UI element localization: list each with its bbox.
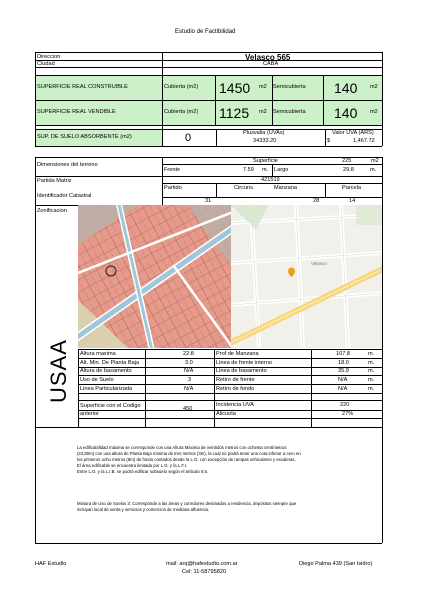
- uva-value: 1,467.72: [353, 138, 375, 144]
- zonificacion-label: Zonificacion: [37, 208, 67, 214]
- partido-label: Partido: [164, 185, 182, 191]
- direccion-value: Velasco 565: [245, 53, 291, 62]
- codigo-anterior-label-2: anterior: [80, 411, 99, 417]
- param-retiro-frente-unit: m.: [368, 377, 375, 383]
- incidencia-value: 220: [340, 402, 350, 408]
- codigo-anterior-value: 450: [183, 406, 193, 412]
- param-altura-basamento-value: N/A: [184, 368, 194, 374]
- param-prof-manzana-label: Prof de Manzana: [216, 351, 259, 357]
- ciudad-label: Ciudad: [37, 61, 55, 67]
- param-linea-basamento-label: Linea de basamento: [216, 368, 267, 374]
- alicuota-value: 27%: [342, 411, 354, 417]
- param-frente-interno-unit: m.: [368, 360, 375, 366]
- uva-currency: $: [327, 138, 331, 144]
- param-uso-suelo-value: 3: [188, 377, 192, 383]
- frente-value: 7.59: [243, 167, 254, 173]
- note-1-line-1: La edificabilidad máxima se corresponde con una Altura Máxima de veintidós metros con ochenta centímetros: [77, 445, 287, 450]
- vendible-semicubierta-value: 140: [334, 105, 358, 121]
- partida-value: 421519: [261, 177, 280, 183]
- parcela-label: Parcela: [342, 185, 361, 191]
- plusvalia-value: 34333.20: [253, 138, 277, 144]
- zoning-map-graphic: [78, 205, 231, 348]
- frente-unit: m.: [262, 167, 269, 173]
- suelo-label: SUP. DE SUELO ABSORBENTE (m2): [37, 134, 132, 140]
- manzana-value: 28: [313, 198, 320, 204]
- param-frente-interno-label: Linea de frente interno: [216, 360, 272, 366]
- construible-semicubierta-value: 140: [334, 80, 358, 96]
- param-linea-basamento-value: 35.9: [338, 368, 349, 374]
- largo-value: 29.8: [343, 167, 354, 173]
- vendible-label: SUPERFICIE REAL VENDIBLE: [37, 109, 116, 115]
- frente-label: Frente: [164, 167, 181, 173]
- construible-cubierta-label: Cubierta (m2): [164, 84, 199, 90]
- param-linea-basamento-unit: m.: [368, 368, 375, 374]
- note-2-line-1: Mixtura de Uso de Suelos 3: Corresponde a las áreas y corredores destinados a residencia, depósitos siempre que: [77, 501, 297, 506]
- param-altura-maxima-value: 22.8: [183, 351, 194, 357]
- param-retiro-fondo-unit: m.: [368, 386, 375, 392]
- param-frente-interno-value: 18.0: [338, 360, 349, 366]
- incidencia-label: Incidencia UVA: [216, 402, 254, 408]
- param-retiro-frente-value: N/A: [338, 377, 348, 383]
- parcela-value: 14: [349, 198, 356, 204]
- map-street-label: Velasco: [311, 261, 327, 266]
- param-retiro-fondo-label: Retiro de fondo: [216, 386, 255, 392]
- superficie-value: 225: [342, 158, 352, 164]
- vendible-cubierta-value: 1125: [219, 105, 250, 121]
- street-map: [231, 205, 382, 348]
- param-prof-manzana-value: 107.8: [336, 351, 350, 357]
- zoning-map: [78, 205, 231, 348]
- note-1-line-5: Entre L.O. y la L.I.B. se podrá edificar subsuelo según el artículo 6.6.: [77, 469, 209, 474]
- construible-semicubierta-label: Semicubierta: [273, 84, 306, 90]
- alicuota-label: Alicuota: [216, 411, 236, 417]
- note-1-line-4: El área edificable se encuentra limitada por L.O. y la L.F.I.: [77, 463, 188, 468]
- param-linea-particularizada-value: N/A: [184, 386, 194, 392]
- vendible-semicubierta-unit: m2: [370, 109, 378, 115]
- circuns-label: Circuns.: [234, 185, 255, 191]
- param-retiro-frente-label: Retiro de frente: [216, 377, 255, 383]
- param-retiro-fondo-value: N/A: [338, 386, 348, 392]
- superficie-unit: m2: [371, 158, 379, 164]
- manzana-label: Manzana: [274, 185, 298, 191]
- direccion-label: Direccion: [37, 54, 61, 60]
- vendible-cubierta-label: Cubierta (m2): [164, 109, 199, 115]
- suelo-value: 0: [185, 132, 192, 144]
- note-1-line-2: (22,80m) con una altura de Planta Baja mínima de tres metros (3m), la cual no podrá tener una cota inferior a cero en: [77, 451, 301, 456]
- footer-cel: Cel: 11-58795820: [182, 569, 227, 575]
- superficie-label: Superficie: [253, 158, 278, 164]
- param-alt-min-pb-label: Alt. Min. De Planta Baja: [80, 360, 140, 366]
- construible-label: SUPERFICIE REAL CONSTRUIBLE: [37, 84, 128, 90]
- param-prof-manzana-unit: m.: [368, 351, 375, 357]
- largo-unit: m.: [370, 167, 377, 173]
- note-2-line-2: incluyan local de venta y servicios y comercios de mediana afluencia.: [77, 507, 210, 512]
- param-altura-basamento-label: Altura de basamento: [80, 368, 132, 374]
- street-map-graphic: [231, 205, 382, 348]
- param-altura-maxima-label: Altura maxima: [80, 351, 116, 357]
- footer-address: Diego Palma 439 (San Isidro): [299, 561, 373, 567]
- largo-label: Largo: [274, 167, 289, 173]
- catastral-label: Identificador Catastral: [37, 193, 92, 199]
- zone-code: USAA: [46, 339, 71, 403]
- codigo-anterior-label-1: Superficie con el Codigo: [80, 403, 141, 409]
- construible-cubierta-value: 1450: [219, 80, 251, 96]
- dimensiones-label: Dimensiones del terreno: [37, 162, 98, 168]
- partido-value: 31: [205, 198, 212, 204]
- uva-label: Valor UVA (ARS): [332, 130, 374, 136]
- param-linea-particularizada-label: Linea Particularizada: [80, 386, 133, 392]
- param-alt-min-pb-value: 3.0: [185, 360, 193, 366]
- footer-studio: HAF Estudio: [35, 561, 67, 567]
- partida-label: Partida Matriz: [37, 178, 72, 184]
- footer-mail: mail: arq@hafestudio.com.ar: [166, 561, 238, 567]
- vendible-semicubierta-label: Semicubierta: [273, 109, 306, 115]
- plusvalia-label: Plusvalia (UVAs): [243, 130, 285, 136]
- construible-semicubierta-unit: m2: [370, 84, 378, 90]
- param-uso-suelo-label: Uso de Suelo: [80, 377, 114, 383]
- ciudad-value: CABA: [263, 61, 279, 67]
- construible-cubierta-unit: m2: [259, 84, 267, 90]
- page-title: Estudio de Factibilidad: [175, 29, 236, 35]
- note-1-line-3: los primeros ocho metros (8m) de fondo contados desde la L.O. con excepción de rampas vehiculares y escaleras.: [77, 457, 296, 462]
- vendible-cubierta-unit: m2: [259, 109, 267, 115]
